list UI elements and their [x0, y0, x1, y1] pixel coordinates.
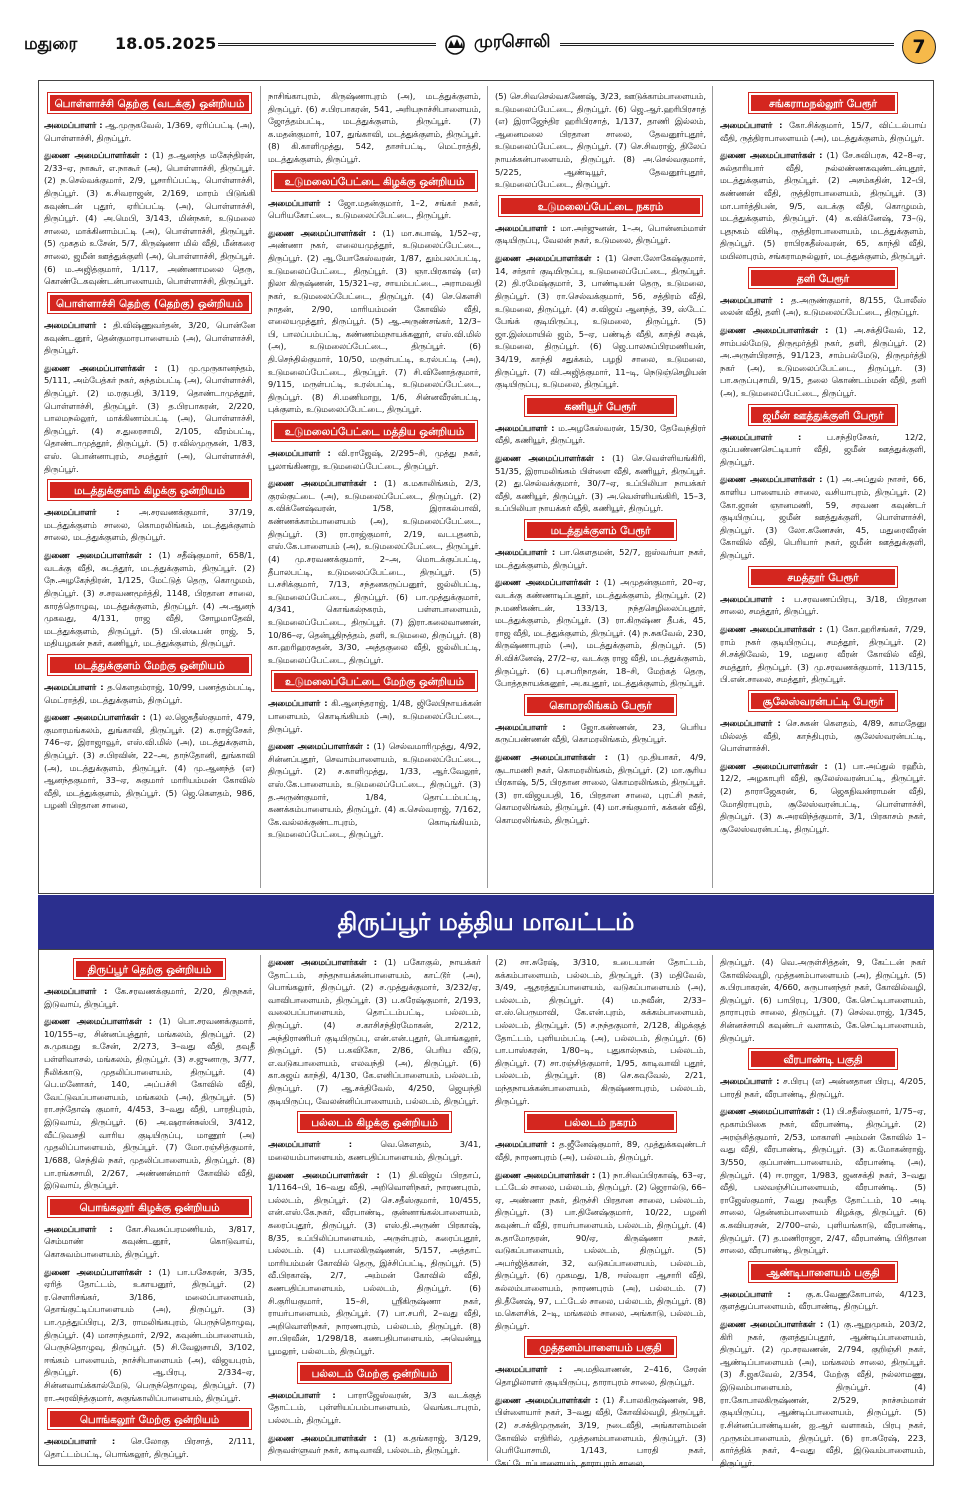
role-label: துணை அமைப்பாளர்கள் : [495, 577, 599, 588]
sun-emblem-icon [441, 31, 469, 55]
role-label: அமைப்பாளர் : [720, 1288, 791, 1299]
column-divider [260, 955, 261, 1461]
role-label: அமைப்பாளர் : [44, 507, 120, 518]
role-label: துணை அமைப்பாளர்கள் : [268, 957, 378, 967]
entry-text: (1) நா.சிவப்பிரகாஷ், 63–ஏ, டட்டேல் சாலை, பல்லடம், திருப்பூர். (2) ஜெரால்டு, 66–ஏ, அண்ணா நகர், திருச்சி பிரதான சாலை, பல்லடம், திருப்பூர். (3) பா.தினேஷ்குமார், 10/22, பழனி கவுண்டர் வீதி, ராயர்பாளையம், பல்லடம், திருப்பூர். (4) சு.தாமோதரன், 90/ஏ, கிருஷ்ணா நகர், வடுகப்பாளையம், பல்லடம், திருப்பூர். (5) அபர்ஜித்கான், 32, வடுகப்பாளையம், பல்லடம், திருப்பூர். (6) முகமது, 1/8, ஈஸ்வரா ஆசாரி வீதி, கல்லம்பாளையம், நாரணபுரம் (அ), பல்லடம். (7) தி.தீனேஷ், 97, டட்டேல் சாலை, பல்லடம், திருப்பூர். (8) ம.கௌசிக், 2–டி, மங்கலம் சாலை, அங்காடு, பல்லடம், திருப்பூர். [495, 1169, 707, 1331]
entry-text: (1) அ.அப்துல் நாசர், 66, காளிய பாளையம் சாலை, வசியாபுரம், திருப்பூர். (2) கோ.ஜான் ஞானமணி, 59, சரவண கவுண்டர் குடியிருப்பு, ஜமீன் ஊத்துக்குளி, பொள்ளாச்சி, திருப்பூர். (3) லோ.கணேசன், 45, மதுரைவீரன் கோவில் வீதி, பெரியார் நகர், ஜமீன் ஊத்துக்குளி, திருப்பூர். [720, 474, 927, 561]
entry-paragraph [44, 506, 255, 544]
section-heading: சமத்தூர் பேரூர் [749, 567, 897, 587]
entry-paragraph [495, 1169, 706, 1333]
role-label: துணை அமைப்பாளர்கள் : [268, 1169, 380, 1180]
entry-text: த.கௌதம்ராஜ், 10/99, பணத்தம்பட்டி, மெட்ராத்தி, மடத்துக்குளம், திருப்பூர். [44, 681, 255, 705]
role-label: அமைப்பாளர் : [720, 593, 785, 604]
entry-paragraph [495, 90, 706, 191]
entry-paragraph [495, 546, 706, 571]
column-divider [260, 86, 261, 888]
section-heading: பல்லடம் கிழக்கு ஒன்றியம் [298, 1112, 451, 1132]
section-heading: கொமரலிங்கம் பேரூர் [525, 695, 677, 715]
section-heading: தளி பேரூர் [749, 268, 897, 288]
entry-text: (1) அமுதன்குமார், 20–ஏ, வடக்கு கண்ணாடிப்புதூர், மடத்துக்குளம், திருப்பூர். (2) ந.மணிகண்டன், 133/13, நந்தசெழிலைப்புதூர், மடத்துக்குளம், திருப்பூர். (3) ரா.கிருஷ்ண தீபக், 45, ராஜ வீதி, மடத்துக்குளம், திருப்பூர். (4) ந.சுகவேல், 230, கிருஷ்ணாபுரம் (அ), மடத்துக்குளம், திருப்பூர். (5) சி.விக்னேஷ், 27/2–ஏ, வடக்கு ராஜ வீதி, மடத்துக்குளம், திருப்பூர். (6) பு.சபரிநாதன், 18–சி, மேற்கத் தெரு, போத்தநாயக்கனூர், அ.கபுதூர், மடத்துக்குளம், திருப்பூர். [495, 577, 707, 689]
role-label: அமைப்பாளர் : [44, 1223, 113, 1234]
entry-text: (1) மா.சுபாஷ், 1/52–ஏ, அண்ணா நகர், எலையமுத்தூர், உடுமலைப்பேட்டை, திருப்பூர். (2) ஆ.யோகேஸ்வரன், 1/87, தும்பலப்பட்டி, உடுமலைப்பேட்டை, திருப்பூர். (3) ஞா.பிரகாஷ் (எ) நிலா கிருஷ்ணன், 15/321–ஏ, சாயம்பட்டை, அராமவதி நகர், உடுமலைப்பேட்டை, திருப்பூர். (4) செ.கௌசி நாதன், 2/90, மாரியம்மன் கோவில் வீதி, எலையமுத்தூர், திருப்பூர். (5) ஆ.அருண்சங்கர், 12/3–பி, பாலப்பம்பட்டி, கண்ணம்மநாயக்கனூர், எஸ்.வி.மில் (அ), உடுமலைப்பேட்டை, திருப்பூர். (6) தி.செந்தில்குமார், 10/50, மருள்பட்டி, உரல்பட்டி (அ), உடுமலைப்பேட்டை, திருப்பூர். (7) சி.வினோத்குமார், 9/115, மருள்பட்டி, உரல்பட்டி, உடுமலைப்பேட்டை, திருப்பூர். (8) சி.மணிமாறு, 1/6, சின்னவீரன்பட்டி, புக்குளம், உடுமலைப்பேட்டை, திருப்பூர். [268, 227, 481, 415]
section-heading: பல்லடம் நகரம் [525, 1112, 677, 1132]
entry-text: (1) மு.தியாகர், 4/9, சூடாமணி நகர், கொமரலிங்கம், திருப்பூர். (2) மா.சூரிய பிரகாஷ், 5/5, பிரதான சாலை, கொமரலிங்கம், திருப்பூர். (3) ரா.விஜயபதி, 16, பிரதான சாலை, புரட்சி நகர், கொமரலிங்கம், திருப்பூர். (4) மா.சங்குமார், கக்கன் வீதி, கொமரலிங்கம், திருப்பூர். [495, 751, 706, 826]
role-label: அமைப்பாளர் : [495, 721, 566, 732]
bottom-column-2 [268, 956, 481, 1460]
entry-paragraph [44, 149, 255, 288]
entry-text: (1) பகோகுல், நாயக்கர் தோட்டம், சந்தநாயக்கன்பாளையம், காட்டூர் (அ), பொங்கலூர், திருப்பூர். (2) ச.முத்துக்குமார், 3/232/ஏ, வாவிபாளையம், திருப்பூர். (3) ப.கரேஷ்குமார், 2/193, வலைபப்பாளையம், தொட்டம்பட்டி, பல்லடம், திருப்பூர். (4) ச.காசிசந்திரமோகன், 2/212, அந்திராணிபர் குடியிருப்பு, என்.என்.புதூர், பொங்கலூர், திருப்பூர். (5) ப.கவிகோ, 2/86, பெரிய வீடு, எ.வடுகபாளையம், எலவந்தி (அ), திருப்பூர். (6) கா.சுஜய் காந்தி, 4/130, கே.எனிப்பாளையம், பல்லடம், திருப்பூர். (7) ஆ.சக்திவேல், 4/250, ஜெயந்தி குடியிருப்பு, வேலன்னிப்பாளையம், பல்லடம், திருப்பூர். [268, 957, 481, 1106]
entry-paragraph [720, 1105, 926, 1256]
newspaper-name: முரசொலி [474, 32, 551, 52]
entry-text: ம.அழகேஸ்வரன், 15/30, தேவேந்திரர் வீதி, கணியூர், திருப்பூர். [495, 422, 706, 446]
top-column-3 [495, 90, 706, 886]
entry-paragraph [44, 711, 255, 812]
edition-city: மதுரை [24, 34, 78, 54]
entry-text: அ.மதிவாணன், 2–416, சேரன் தொழிலாளர் குடியிருப்பு, தாராபுரம் சாலை, திருப்பூர். [495, 1364, 707, 1388]
column-divider [487, 955, 488, 1461]
entry-paragraph [268, 697, 481, 735]
entry-paragraph [495, 751, 706, 827]
role-label: அமைப்பாளர் : [720, 120, 783, 130]
entry-text: பா.கௌதமன், 52/7, ஐஸ்வர்யா நகர், மடத்துக்குளம், திருப்பூர். [495, 547, 706, 570]
entry-paragraph [268, 447, 481, 472]
role-label: அமைப்பாளர் : [720, 294, 784, 305]
entry-paragraph [720, 1075, 926, 1100]
role-label: அமைப்பாளர் : [268, 1389, 336, 1400]
section-heading: ஆண்டிபாளையம் பகுதி [749, 1262, 897, 1282]
role-label: அமைப்பாளர் : [268, 698, 328, 709]
entry-paragraph [268, 227, 481, 416]
entry-text: (1) செல்வமாரிமுத்து, 4/92, சின்னப்புதூர், செவாம்பாளையம், உடுமலைப்பேட்டை, திருப்பூர். (2) ச.காளிமுத்து, 1/33, ஆர்.வேலூர், எஸ்.கே.பாளையம், உடுமலைப்பேட்டை, திருப்பூர். (3) த.அருண்குமார், 1/84, தொட்டம்பட்டி, கணக்கம்பாளையம், திருப்பூர். (4) க.செல்வராஜ், 7/162, கே.வல்லக்குண்டாபுரம், கொடிங்கியம், உடுமலைப்பேட்டை, திருப்பூர். [268, 741, 481, 840]
entry-paragraph [495, 576, 706, 689]
role-label: துணை அமைப்பாளர்கள் : [268, 1432, 377, 1443]
entry-paragraph [495, 252, 706, 391]
entry-text: திருப்பூர். (4) வெ.அருள்சித்தன், 9, கேட்டன் நகர் கோவில்வழி, முத்தனம்பாளையம் (அ), திருப்பூர். (5) சு.பிரபாகரன், 4/660, சுருபானந்தர் நகர், கோவில்வழி, திருப்பூர். (6) பாபிரபு, 1/300, கே.செட்டிபாளையம், தாராபுரம் சாலை, திருப்பூர். (7) செல்வ.ராஜ், 1/345, சின்னச்சாமி கவுண்டர் வளாகம், கே.செட்டிபாளையம், திருப்பூர். [720, 957, 926, 1043]
entry-text: செ.லோகு பிரசாத், 2/111, தொட்டம்பட்டி, பொங்கலூர், திருப்பூர். [44, 1436, 255, 1459]
role-label: துணை அமைப்பாளர்கள் : [495, 1169, 596, 1180]
entry-paragraph [44, 319, 255, 357]
entry-paragraph [720, 1318, 926, 1469]
column-divider [712, 86, 713, 888]
entry-text: (1) த.ஆனந்த மகேந்திரன், 2/33–ஏ, நாகூர், எ.நாகூர் (அ), பொள்ளாச்சி, திருப்பூர். (2) ந.செல்வக்குமார், 2/9, பூசாரிப்பட்டி, பொள்ளாச்சி, திருப்பூர். (3) க.சிவராஜன், 2/169, மாரம் பிடுங்கி கவுண்டன் புதூர், ஏரிப்பட்டி (அ), பொள்ளாச்சி, திருப்பூர். (4) அ.மெபி, 3/143, மின்நகர், உடுமலை சாலை, மாக்கினாம்பட்டி (அ), பொள்ளாச்சி, திருப்பூர். (5) முகதம் உசேன், 5/7, கிருஷ்ணா மில் வீதி, மீன்கரை சாலை, ஜமீன் ஊத்துக்குளி (அ), பொள்ளாச்சி, திருப்பூர். (6) ம.அஜித்குமார், 1/117, அண்ணாமலை தெரு, கொண்டேகவுண்டன்பாளையம், பொள்ளாச்சி, திருப்பூர். [44, 150, 255, 287]
role-label: துணை அமைப்பாளர்கள் : [44, 550, 152, 561]
entry-paragraph [720, 324, 926, 400]
entry-text: (1) சே.சுவிபரசு, 42–8–ஏ, சுல்தாரியார் வீதி, நல்லண்ணகவுண்டன்புதூர், மடத்துக்குளம், திருப்பூர். (2) அசம்கதின், 12–பி, கண்ணன் வீதி, ருத்திராபாளையம், திருப்பூர். (3) மா.பார்த்திபன், 9/5, வடக்கு வீதி, கொழுமம், மடத்துக்குளம், திருப்பூர். (4) க.விக்னேஷ், 73–டு, புதநகம் விசிடி, ருத்திராபாளையம், மடத்துக்குளம், திருப்பூர். (5) ராபிரகதீஸ்வரன், 65, காந்தி வீதி, மயிலாபுரம், சங்கராமநல்லூர், மடத்துக்குளம், திருப்பூர். [720, 150, 926, 262]
entry-text: (1) மு.முருகானந்தம், 5/111, அம்பேத்கர் நகர், சுந்தம்பட்டி (அ), பொள்ளாச்சி, திருப்பூர். (2) ம.ரகுபதி, 3/119, தொண்டாமுத்தூர், பொள்ளாச்சி, திருப்பூர். (3) த.பிரபாகரன், 2/220, பாலமநல்லூர், மாக்கினாம்பட்டி (அ), பொள்ளாச்சி, திருப்பூர். (4) ச.துரைசாமி, 2/105, வீரம்பட்டி, தொண்டாமுத்தூர், திருப்பூர். (5) ர.வில்முருகன், 1/83, எஸ். பொன்னாபுரம், சமத்தூர் (அ), பொள்ளாச்சி, திருப்பூர். [44, 362, 256, 474]
entry-text: (1) பா.அப்துல் ரஹீம், 12/2, அழகாபுரி வீதி, சூலேஸ்வரன்பட்டி, திருப்பூர். (2) தாராஜேகரன், 6, ஜெகநிவன்ராமன் வீதி, மோதிராபுரம், சூலேஸ்வரன்பட்டி, பொள்ளாச்சி, திருப்பூர். (3) சு.அரவிந்த்குமார், 3/1, பிரகாசம் நகர், சூலேஸ்வரன்பட்டி, திருப்பூர். [720, 760, 926, 834]
entry-text: வெ.கௌதம், 3/41, மலையம்பாளையம், கணபதிப்பாளையம், திருப்பூர். [268, 1139, 481, 1162]
entry-text: (1) சதீஷ்குமார், 658/1, வடக்கு வீதி, சுடத்தூர், மடத்துக்குளம், திருப்பூர். (2) நே.அழகேந்திரன், 1/125, மேட்டுத் தெரு, கொழுமம், திருப்பூர். (3) ச.சரவணமூர்த்தி, 1148, பிரதான சாலை, காரத்தொழுவு, மடத்துக்குளம், திருப்பூர். (4) அ.ஆனந் முகவது, 4/131, ராஜ வீதி, சோழமாதேவி, மடத்துக்குளம், திருப்பூர். (5) பி.ஸ்டீபன் ராஜ், 5, மதியழகன் நகர், கணியூர், மடத்துக்குளம், திருப்பூர். [44, 550, 255, 649]
entry-paragraph [268, 1138, 481, 1163]
section-heading: சூலேஸ்வரன்பட்டி பேரூர் [749, 691, 897, 711]
entry-text: (2) சா.சுரேஷ், 3/310, உடையான் தோட்டம், கக்கம்பாளையம், பல்லடம், திருப்பூர். (3) மதிவேல், 3/49, ஆதரத்துப்பாளையம், வடுகப்பாளையம் (அ), பல்லடம், திருப்பூர். (4) ம.நவீன், 2/33–எ.ஸ்.பெருமாவி, கே.என்.புரம், கக்கம்பாளையம், பல்லடம், திருப்பூர். (5) ச.நந்தகுமார், 2/128, கிழக்குத் தோட்டம், புளியம்பட்டி (அ), பல்லடம், திருப்பூர். (6) பா.பாஸ்கரன், 1/80–டி, புதுகால்நகம், பல்லடம், திருப்பூர். (7) சா.ரஞ்சித்குமார், 1/95, காடிவாவி புதூர், பல்லடம், திருப்பூர். (8) செ.கவுவேல், 2/21, மந்தநாயக்கன்பாளையம், கிருஷ்ணாபுரம், பல்லடம், திருப்பூர். [495, 957, 706, 1106]
entry-paragraph [268, 90, 481, 166]
entry-paragraph [495, 1363, 706, 1388]
role-label: அமைப்பாளர் : [44, 681, 104, 692]
role-label: துணை அமைப்பாளர்கள் : [495, 1394, 599, 1405]
entry-text: (1) பா.பசேகரன், 3/35, ஏரித் தோட்டம், உகாயனூர், திருப்பூர். (2) ர.செளரிசங்கர், 3/186, மலைப்பாளையம், தொங்குட்டிப்பாளையம் (அ), திருப்பூர். (3) பா.முத்துப்பிரபு, 2/3, ராமலிங்கபுரம், பெருந்தொழுவு, திருப்பூர். (4) மாசாந்தமார், 2/92, கவுண்டம்பாளையம், பெருந்தொழுவு, திருப்பூர். (5) சி.வேலுசாமி, 3/102, ஈங்கம் பாளையம், நாச்சிபாளையம் (அ), விஜயபுரம், திருப்பூர். (6) ஆ.பிரபு, 2/334–ஏ, சின்னவாய்க்கால்மேடு, பெருந்தொழுவு, திருப்பூர். (7) ரா.அரவிந்த்குமார், சுகுங்காலிப்பாளையம், திருப்பூர். [44, 1266, 255, 1403]
role-label: துணை அமைப்பாளர்கள் : [44, 362, 158, 373]
entry-text: (1) செள.லோகேஷ்குமார், 14, சர்தார் குடியிருப்பு, உடுமலைப்பேட்டை, திருப்பூர். (2) தி.ரமேஷ்குமார், 3, பாண்டியன் தெரு, உடுமலை, திருப்பூர். (3) ரா.செல்வக்குமார், 56, சத்திரம் வீதி, உடுமலை, திருப்பூர். (4) ச.விஜய் ஆனந்த், 39, ஸ்டேட் பேங்க் குடியிருப்பு, உடுமலை, திருப்பூர். (5) ஜா.இஸ்மாயில் ஜம், 5–ஏ, பண்டித் வீதி, காந்தி சவுக், உடுமலை, திருப்பூர். (6) ஜெ.பாலசுப்பிரமணியன், 34/19, காந்தி சதுக்கம், பழநி சாலை, உடுமலை, திருப்பூர். (7) வி.அஜித்குமார், 11–டி, நெடுஞ்செழியன் குடியிருப்பு, உடுமலை, திருப்பூர். [495, 253, 707, 390]
section-heading: பல்லடம் மேற்கு ஒன்றியம் [298, 1363, 451, 1383]
role-label: துணை அமைப்பாளர்கள் : [44, 1016, 153, 1027]
role-label: துணை அமைப்பாளர்கள் : [268, 478, 377, 489]
role-label: அமைப்பாளர் : [44, 1436, 116, 1447]
entry-text: ப.சரவணப்பிரபு, 3/18, பிரதான சாலை, சமத்தூர், திருப்பூர். [720, 593, 926, 617]
entry-paragraph [44, 681, 255, 706]
section-heading: கணியூர் பேரூர் [525, 396, 677, 416]
entry-paragraph [495, 1138, 706, 1163]
section-heading: பொள்ளாச்சி தெற்கு (தெற்கு) ஒன்றியம் [48, 293, 251, 313]
role-label: துணை அமைப்பாளர்கள் : [495, 253, 600, 264]
entry-paragraph [720, 119, 926, 144]
entry-text: (1) க.மகாலிங்கம், 2/3, குரல்குட்டை (அ), உடுமலைப்பேட்டை, திருப்பூர். (2) க.விக்னேஷ்வரன், 1/58, இராகல்பாவி, கண்ணக்காம்பாளையம் (அ), உடுமலைப்பேட்டை, திருப்பூர். (3) ரா.ராஜ்குமார், 2/19, வடபுதனம், எஸ்.கே.பாளையம் (அ), உடுமலைப்பேட்டை, திருப்பூர். (4) மு.சரவணக்குமார், 2–அ, மொடக்குப்பட்டி, தீபாலபட்டி, உடுமலைப்பேட்டை, திருப்பூர். (5) ப.சசிக்குமார், 7/13, சந்தனகருப்பனூர், ஜல்லிபட்டி, உடுமலைப்பேட்டை, திருப்பூர். (6) பா.முத்துக்குமார், 4/341, கொங்கல்நகரம், பள்ளபாளையம், உடுமலைப்பேட்டை, திருப்பூர். (7) இரா.கலைவாணன், 10/86–ஏ, தென்பூதிநத்தம், தளி, உடுமலை, திருப்பூர். (8) கா.ஹரிஹரசுதன், 3/30, அத்தகுலை வீதி, ஜல்லிபட்டி, உடுமலைப்பேட்டை, திருப்பூர். [268, 478, 482, 665]
entry-paragraph [268, 477, 481, 666]
role-label: அமைப்பாளர் : [495, 1139, 555, 1150]
entry-paragraph [495, 721, 706, 746]
entry-text: (1) ல.ஜெகதீஸ்குமார், 479, குமாரமங்கலம், துங்காவி, திருப்பூர். (2) க.ராஜ்சேகர், 746–ஏ, இராஜாவூர், எஸ்.வி.மில் (அ), மடத்துக்குளம், திருப்பூர். (3) ச.பிரவின், 22–அ, தாந்தோனி, துங்காவி (அ), மடத்துக்குளம், திருப்பூர். (4) மு.ஆனந்த் (எ) ஆனந்தகுமார், 33–ஏ, சுகுமார் மாரியம்மன் கோவில் வீதி, மடத்துக்குளம், திருப்பூர். (5) ஜெ.கௌதம், 986, பழனி பிரதான சாலை, [44, 712, 256, 811]
entry-text: (5) செ.சிவசெல்வகணேஷ், 3/23, ஊடுக்காம்பாளையம், உடுமலைப்பேட்டை, திருப்பூர். (6) ஜெ.ஆர்.ஹரிபிரசாத் (எ) இராஜேந்திர ஹரிபிரசாத், 1/137, தாணி இல்லம், ஆனைமலை பிரதான சாலை, தேவனூர்புதூர், உடுமலைப்பேட்டை, திருப்பூர். (7) செ.சிவராஜ், திலேப் நாயக்கன்பாளையம், திருப்பூர். (8) அ.செல்வகுமார், 5/225, ஆண்டியூர், தேவனூர்புதூர், உடுமலைப்பேட்டை, திருப்பூர். [495, 91, 706, 190]
role-label: அமைப்பாளர் : [495, 1364, 563, 1375]
entry-paragraph [720, 717, 926, 755]
entry-text: கே.சரவணக்குமார், 2/20, திருநகர், இடுவாய், திருப்பூர். [44, 986, 256, 1009]
entry-paragraph [495, 222, 706, 247]
section-heading: உடுமலைப்பேட்டை நகரம் [499, 196, 702, 216]
entry-paragraph [720, 431, 926, 469]
entry-text: தி.விஷ்ணுவர்தன், 3/20, பொன்னே கவுண்டனூர், தென்குமாரபாளையம் (அ), பொள்ளாச்சி, திருப்பூர். [44, 319, 255, 356]
entry-text: (1) செ.வெள்ளியங்கிரி, 51/35, இராமலிங்கம் பிள்ளை வீதி, கணியூர், திருப்பூர். (2) து.செல்வக்குமார், 30/7–ஏ, உப்பிலியா நாயக்கர் வீதி, கணியூர், திருப்பூர். (3) அ.வெள்ளியங்கிரி, 15–3, உப்பிலியா நாயக்கர் வீதி, கணியூர், திருப்பூர். [495, 453, 706, 514]
entry-text: (1) சீ.பாலகிருஷ்ணன், 98, பிள்ளையார் நகர், 3–வது வீதி, கோவில்வழி, திருப்பூர். (2) ச.சக்திமுருகன், 3/19, நடைவீதி, அங்காளம்மன் கோவில் எதிரில், முத்தனம்பாளையம், திருப்பூர். (3) பெரியோசாமி, 1/143, பாரதி நகர், கேட்டோப்பாளையம், தாராபுரம் சாலை, [495, 1394, 706, 1468]
role-label: அமைப்பாளர் : [720, 1076, 780, 1087]
entry-text: த.ஜீனேஷ்குமார், 89, முத்துக்கவுண்டர் வீதி, நாரணபுரம் (அ), பல்லடம், திருப்பூர். [495, 1139, 707, 1162]
entry-text: செ.சுகன் கௌதம், 4/89, காமதேனு மில்லத் வீதி, காந்திபுரம், சூலேஸ்வரன்பட்டி, பொள்ளாச்சி. [720, 717, 926, 754]
top-column-4 [720, 90, 926, 886]
section-heading: ஜமீன் ஊத்துக்குளி பேரூர் [749, 405, 897, 425]
entry-paragraph [495, 422, 706, 447]
edition-date: 18.05.2025 [115, 34, 217, 53]
entry-paragraph [268, 197, 481, 222]
entry-text: (1) கு.ஆறுமுகம், 203/2, கிரி நகர், குளத்துப்புதூர், ஆண்டிப்பாளையம், திருப்பூர். (2) மு.சரவணன், 2/794, குறிஞ்சி நகர், ஆண்டிப்பாளையம் (அ), மங்கலம் சாலை, திருப்பூர். (3) சீ.ஜகவேல், 2/354, மேற்கு வீதி, நல்லாமணு, இடுவம்பாளையம், திருப்பூர். (4) ரா.கோபாலகிருஷ்ணன், 2/529, நாச்சம்மாள் குடியிருப்பு, ஆண்டிப்பாளையம், திருப்பூர். (5) ர.சின்னப்பாண்டியன், ஐ.ஆர் வளாகம், பிரபு நகர், முருகம்பாளையம், திருப்பூர். (6) ரா.சுரேஷ், 223, கார்த்திக் நகர், 4–வது வீதி, இடுவம்பாளையம், திருப்பூர். [720, 1319, 926, 1468]
entry-text: அ.சரவணக்குமார், 37/19, மடத்துக்குளம் சாலை, கொமரலிங்கம், மடத்துக்குளம் சாலை, மடத்துக்குளம், திருப்பூர். [44, 507, 255, 543]
entry-text: ஜோ.கண்ணன், 23, பெரிய கருப்பண்ணன் வீதி, கொமரலிங்கம், திருப்பூர். [495, 721, 706, 745]
role-label: அமைப்பாளர் : [44, 319, 107, 330]
entry-paragraph [720, 623, 926, 686]
entry-paragraph [495, 452, 706, 515]
section-heading: பொங்கலூர் கிழக்கு ஒன்றியம் [48, 1197, 251, 1217]
entry-paragraph [720, 149, 926, 262]
role-label: அமைப்பாளர் : [44, 986, 108, 996]
entry-text: (1) பி.சதீஸ்குமார், 1/75–ஏ, மூகாம்பிகை நகர், வீரபாண்டி, திருப்பூர். (2) அரஞ்சித்குமார், 2/53, மாகாளி அம்மன் கோவில் 1–வது வீதி, வீரபாண்டி, திருப்பூர். (3) க.மோகன்ராஜ், 3/550, குப்பாண்டபாளையம், வீரபாண்டி (அ), திருப்பூர். (4) ஈ.ராஜா, 1/983, ஜனசக்தி நகர், 3–வது வீதி, பலவஞ்சிப்பாளையம், வீரபாண்டி. (5) ராஜேஸ்குமார், 7வது நவநீத தோட்டம், 10 அடி சாலை, தென்னம்பாளையம் கிழக்கு, திருப்பூர். (6) க.கவியரசன், 2/700–எல், புளியங்காடு, வீரபாண்டி, திருப்பூர். (7) த.மணிராஜா, 2/47, வீரபாண்டி பிரிதான சாலை, வீரபாண்டி, திருப்பூர். [720, 1106, 927, 1256]
entry-text: ஜோ.மதன்குமார், 1–2, சங்கர் நகர், பெரியகோட்டை, உடுமலைப்பேட்டை, திருப்பூர். [268, 197, 481, 221]
entry-text: மா.அர்ஜுனன், 1–அ, பொன்னம்மாள் குடியிருப்பு, வேலன் நகர், உடுமலை, திருப்பூர். [495, 222, 706, 246]
entry-text: நாசிங்காபுரம், கிருஷ்ணாபுரம் (அ), மடத்துக்குளம், திருப்பூர். (6) ச.பிரபாகரன், 541, அரியநாச்சிபாளையம், ஜோத்தம்பட்டி, மடத்துக்குளம், திருப்பூர். (7) க.மதன்குமார், 107, துங்காவி, மடத்துக்குளம், திருப்பூர். (8) கி.காளிமுத்து, 542, தாசர்பட்டி, மெட்ராத்தி, மடத்துக்குளம், திருப்பூர். [268, 91, 481, 165]
entry-paragraph [44, 985, 255, 1010]
section-heading: உடுமலைப்பேட்டை கிழக்கு ஒன்றியம் [272, 171, 476, 191]
entry-paragraph [720, 956, 926, 1044]
entry-paragraph [44, 1015, 255, 1192]
top-column-2 [268, 90, 481, 886]
entry-paragraph [268, 1389, 481, 1427]
role-label: அமைப்பாளர் : [268, 1139, 353, 1150]
role-label: துணை அமைப்பாளர்கள் : [44, 1266, 152, 1277]
section-heading: வீரபாண்டி பகுதி [749, 1049, 897, 1069]
role-label: அமைப்பாளர் : [44, 120, 103, 130]
role-label: துணை அமைப்பாளர்கள் : [268, 741, 370, 752]
role-label: அமைப்பாளர் : [495, 422, 555, 433]
role-label: துணை அமைப்பாளர்கள் : [720, 324, 829, 335]
bottom-column-3 [495, 956, 707, 1468]
entry-text: கி.ஆனந்தராஜ், 1/48, ஜிலேபிநாயக்கன் பாளையம், கொடிங்கியம் (அ), உடுமலைப்பேட்டை, திருப்பூர். [268, 698, 481, 734]
role-label: துணை அமைப்பாளர்கள் : [720, 1319, 824, 1330]
section-heading: சங்கராமநல்லூர் பேரூர் [749, 93, 897, 113]
role-label: துணை அமைப்பாளர்கள் : [495, 751, 609, 762]
entry-text: கோ.சிக்குமார், 15/7, விட்டல்பாய் வீதி, ருத்திராபாளையம் (அ), மடத்துக்குளம், திருப்பூர். [720, 120, 926, 143]
entry-paragraph [720, 473, 926, 561]
entry-paragraph [268, 956, 481, 1107]
role-label: துணை அமைப்பாளர்கள் : [495, 453, 605, 464]
role-label: அமைப்பாளர் : [268, 197, 331, 208]
entry-text: வி.ராஜேஷ், 2/295–சி, முத்து நகர், பூலாங்கிணறு, உடுமலைப்பேட்டை, திருப்பூர். [268, 448, 482, 471]
role-label: அமைப்பாளர் : [495, 547, 556, 558]
entry-text: த.அருண்குமார், 8/155, போலீஸ் லைன் வீதி, தளி (அ), உடுமலைப்பேட்டை, திருப்பூர். [720, 294, 926, 318]
section-heading: மடத்துக்குளம் மேற்கு ஒன்றியம் [48, 655, 251, 675]
entry-text: (1) அ.சக்திவேல், 12, சாம்பல்மேடு, திருமூர்த்தி நகர், தளி, திருப்பூர். (2) அ.அருள்பிரசாத், 91/123, சாம்பல்மேடு, திருமூர்த்தி நகர் (அ), உடுமலைப்பேட்டை, திருப்பூர். (3) பா.சுருப்புசாமி, 9/15, தலை கொண்டம்மன் வீதி, தளி (அ), உடுமலைப்பேட்டை, திருப்பூர். [720, 324, 927, 398]
entry-paragraph [268, 1432, 481, 1457]
section-heading: முத்தனம்பாளையம் பகுதி [525, 1337, 677, 1357]
section-heading: மடத்துக்குளம் கிழக்கு ஒன்றியம் [48, 480, 251, 500]
role-label: துணை அமைப்பாளர்கள் : [720, 623, 823, 634]
entry-paragraph [268, 1169, 481, 1358]
entry-paragraph [720, 294, 926, 319]
role-label: துணை அமைப்பாளர்கள் : [720, 760, 828, 771]
entry-text: ச.பிரபு (எ) அன்னதான பிரபு, 4/205, பாரதி நகர், வீரபாண்டி, திருப்பூர். [720, 1076, 926, 1099]
entry-paragraph [44, 362, 255, 475]
top-column-1 [44, 90, 255, 886]
role-label: அமைப்பாளர் : [720, 717, 781, 728]
role-label: துணை அமைப்பாளர்கள் : [44, 150, 148, 161]
entry-text: (1) க.தங்கராஜ், 3/129, திருவள்ளுவர் நகர், காடிவாவி, பல்லடம், திருப்பூர். [268, 1432, 482, 1456]
masthead-rule-left [218, 43, 436, 46]
column-divider [712, 955, 713, 1461]
role-label: துணை அமைப்பாளர்கள் : [720, 474, 823, 485]
entry-text: கு.க.வேணுகோபால், 4/123, குளத்துப்பாளையம், வீரபாண்டி, திருப்பூர். [720, 1288, 926, 1312]
section-heading: பொங்கலூர் மேற்கு ஒன்றியம் [48, 1409, 251, 1429]
entry-paragraph [720, 593, 926, 618]
entry-paragraph [44, 1266, 255, 1405]
role-label: அமைப்பாளர் : [720, 431, 802, 442]
bottom-column-1 [44, 956, 255, 1460]
section-heading: திருப்பூர் தெற்கு ஒன்றியம் [74, 959, 226, 979]
role-label: துணை அமைப்பாளர்கள் : [720, 150, 823, 161]
bottom-column-4 [720, 956, 927, 1468]
masthead-rule-right [560, 43, 894, 46]
section-heading: உடுமலைப்பேட்டை மத்திய ஒன்றியம் [272, 421, 476, 441]
entry-text: (1) தி.விஜய் பிரதாப், 1/1164–பி, 16–வது வீதி, அறிவொளிநகர், நாரணபுரம், பல்லடம், திருப்பூர். (2) செ.சதீஸ்குமார், 10/455, என்.எஸ்.கே.நகர், வீரபாண்டி, குன்னாங்கல்பாளையம், கரைப்புதூர், திருப்பூர். (3) எஸ்.தி.அருண் பிரகாஷ், 8/35, உப்பிலிப்பாளையம், அருள்புரம், கரைப்புதூர், பல்லடம். (4) ப.பாலகிருஷ்ணன், 5/157, அத்தாட் மாரியம்மன் கோவில் தெரு, இச்சிப்பட்டி, திருப்பூர். (5) வீ.பிரகாஷ், 2/7, அம்மன் கோவில் வீதி, கணபதிப்பாளையம், பல்லடம், திருப்பூர். (6) சி.குரியகுமார், 15–சி, ஸ்ரீகிருஷ்ணா நகர், ராயர்பாளையம், திருப்பூர். (7) பா.சபரி, 2–வது வீதி, அறிவொளிநகர், நாரணபுரம், பல்லடம், திருப்பூர். (8) சா.பிரவீன், 1/298/18, கணபதிபாளையம், அவென்யூ பூமலூர், பல்லடம், திருப்பூர். [268, 1169, 482, 1357]
entry-paragraph [44, 1223, 255, 1261]
entry-paragraph [44, 1435, 255, 1460]
entry-text: கோ.சிவசுப்பரமணியம், 3/817, செம்மாண் கவுண்டனூர், கொடுவாய், கொசுவம்பாளையம், திருப்பூர். [44, 1223, 255, 1259]
district-title: திருப்பூர் மத்திய மாவட்டம் [337, 908, 635, 936]
entry-paragraph [495, 1394, 706, 1470]
entry-text: ப.சந்திரசேகர், 12/2, குப்பண்ணசெட்டியார் வீதி, ஜமீன் ஊத்துக்குளி, திருப்பூர். [720, 431, 927, 467]
entry-paragraph [44, 549, 255, 650]
page-number-badge: 7 [902, 30, 936, 64]
role-label: துணை அமைப்பாளர்கள் : [268, 227, 376, 238]
role-label: அமைப்பாளர் : [495, 222, 556, 233]
entry-text: (1) கோ.ஹரிசங்கர், 7/29, ராம் நகர் குடியிருப்பு, சமத்தூர், திருப்பூர். (2) சி.சக்திவேல், 19, மதுரை வீரன் கோவில் வீதி, சமத்தூர், திருப்பூர். (3) மு.சரவணக்குமார், 113/115, பி.என்.சாலை, சமத்தூர், திருப்பூர். [720, 623, 927, 685]
role-label: துணை அமைப்பாளர்கள் : [44, 712, 146, 723]
masthead [0, 0, 972, 90]
entry-paragraph [268, 740, 481, 841]
column-divider [487, 86, 488, 888]
section-heading: உடுமலைப்பேட்டை மேற்கு ஒன்றியம் [272, 671, 476, 691]
entry-paragraph [720, 1288, 926, 1313]
entry-text: பாராஜேஸ்வரன், 3/3 வடக்குத் தோட்டம், புள்ளியப்பம்பாளையம், வெங்கடாபுரம், பல்லடம், திருப்பூர். [268, 1389, 481, 1425]
section-heading: பொள்ளாச்சி தெற்கு (வடக்கு) ஒன்றியம் [48, 93, 251, 113]
entry-paragraph [720, 760, 926, 836]
role-label: அமைப்பாளர் : [268, 448, 331, 459]
role-label: துணை அமைப்பாளர்கள் : [720, 1106, 820, 1117]
district-banner [38, 895, 934, 949]
section-heading: மடத்துக்குளம் பேரூர் [525, 520, 677, 540]
entry-text: ஆ.முருகவேல், 1/369, ஏரிப்பட்டி (அ), பொள்ளாச்சி, திருப்பூர். [44, 120, 255, 143]
entry-text: (1) பொ.சரவணக்குமார், 10/155–ஏ, சின்னப்புத்தூர், மங்கலம், திருப்பூர். (2) சு.முகமது உசேன், 2/273, 3–வது வீதி, தவுதீ பள்ளிவாசல், மங்கலம், திருப்பூர். (3) ச.ஜுனாரு, 3/77, நீலிக்காடு, முதலிப்பாளையம், திருப்பூர். (4) பெ.மனோகர், 140, அப்பச்சி கோவில் வீதி, வேட்டுவப்பாளையம், மங்கலம் (அ), திருப்பூர். (5) ரா.சந்தோஷ் குமார், 4/453, 3–வது வீதி, பாரதிபுரம், இடுவாய், திருப்பூர். (6) அ.ஷரான்சுஸ்பி, 3/412, வீட்டுவசதி வாரிய குடியிருப்பு, மாணூர் (அ) முதலிப்பாளையம், திருப்பூர். (7) மோ.ரஞ்சித்குமார், 1/688, செந்தில் நகர், முதலிப்பாளையம், திருப்பூர். (8) பா.ரங்கசாமி, 2/267, அண்ணன்மார் கோவில் வீதி, இடுவாய், திருப்பூர். [44, 1016, 255, 1191]
entry-paragraph [44, 119, 255, 144]
entry-paragraph [495, 956, 706, 1107]
